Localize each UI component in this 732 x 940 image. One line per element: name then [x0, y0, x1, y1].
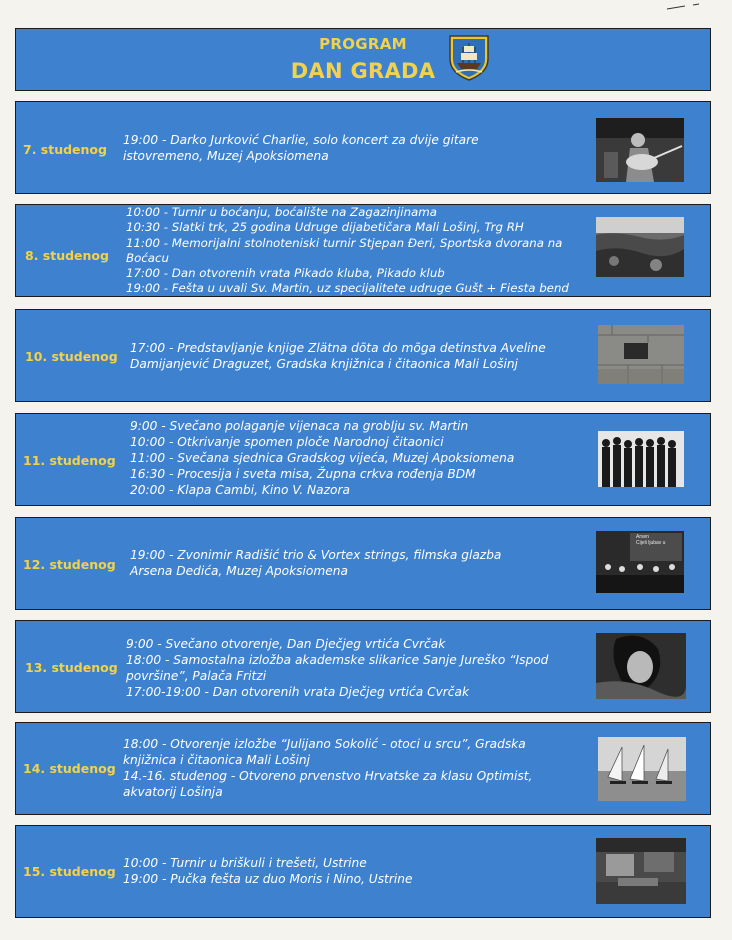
- day-events: [126, 205, 571, 297]
- event-line: 18:00 - Otvorenje izložbe “Julijano Sokolić - otoci u srcu”, Gradska knjižnica i čitaonica Mali Lošinj: [123, 737, 526, 767]
- day-panel-11-studenog: [15, 413, 711, 506]
- day-events: [123, 855, 543, 887]
- day-events: [130, 547, 530, 579]
- day-events: [130, 418, 570, 498]
- event-line: 19:00 - Fešta u uvali Sv. Martin, uz specijalitete udruge Gušt + Fiesta bend: [126, 281, 569, 296]
- event-line: 10:00 - Otkrivanje spomen ploče Narodnoj čitaonici: [130, 435, 444, 449]
- day-date: 11. studenog: [23, 453, 116, 468]
- event-line: 18:00 - Samostalna izložba akademske slikarice Sanje Jureško “Ispod površine”, Palača Fritzi: [126, 653, 549, 683]
- day-date: 12. studenog: [23, 557, 116, 572]
- klapa-singers-photo: [598, 431, 684, 487]
- day-events: [130, 340, 565, 372]
- event-line: 17:00 - Dan otvorenih vrata Pikado kluba, Pikado klub: [126, 266, 445, 281]
- event-line: 10:30 - Slatki trk, 25 godina Udruge dijabetičara Mali Lošinj, Trg RH: [126, 220, 524, 235]
- event-line: 17:00 - Predstavljanje knjige Zlätna dõta do mõga detinstva Aveline Damijanjević Draguzet, Gradska knjižnica i čitaonica Mali Lošinj: [130, 341, 546, 371]
- event-line: 9:00 - Svečano polaganje vijenaca na groblju sv. Martin: [130, 419, 469, 433]
- day-panel-13-studenog: [15, 620, 711, 713]
- interior-room-photo: [596, 838, 686, 904]
- underwater-portrait-photo: [596, 633, 686, 699]
- day-panel-14-studenog: [15, 722, 711, 815]
- event-line: 10:00 - Turnir u boćanju, boćalište na Zagazinjinama: [126, 205, 437, 219]
- town-crest-ship-icon: [447, 33, 491, 81]
- event-line: 19:00 - Pučka fešta uz duo Moris i Nino, Ustrine: [123, 872, 413, 886]
- day-date: 15. studenog: [23, 864, 116, 879]
- day-panel-12-studenog: [15, 517, 711, 610]
- event-line: 11:00 - Svečana sjednica Gradskog vijeća, Muzej Apoksiomena: [130, 451, 515, 465]
- day-panel-15-studenog: [15, 825, 711, 918]
- event-line: 16:30 - Procesija i sveta misa, Župna crkva rođenja BDM: [130, 467, 476, 481]
- guitarist-photo: [596, 118, 684, 182]
- day-events: [126, 636, 576, 700]
- page-title: DAN GRADA: [290, 59, 436, 83]
- event-line: 19:00 - Zvonimir Radišić trio & Vortex strings, filmska glazba Arsena Dedića, Muzej Apoksiomena: [130, 548, 502, 578]
- rocky-coast-photo: [596, 217, 684, 277]
- event-line: 17:00-19:00 - Dan otvorenih vrata Dječjeg vrtića Cvrčak: [126, 685, 470, 699]
- program-label: PROGRAM: [319, 35, 407, 53]
- event-line: 20:00 - Klapa Cambi, Kino V. Nazora: [130, 483, 350, 497]
- event-line: 14.-16. studenog - Otvoreno prvenstvo Hrvatske za klasu Optimist, akvatorij Lošinja: [123, 769, 533, 799]
- concert-stage-photo: [596, 531, 684, 593]
- event-line: 10:00 - Turnir u briškuli i trešeti, Ustrine: [123, 856, 367, 870]
- stone-wall-photo: [598, 325, 684, 384]
- decorative-scribble: [655, 0, 715, 16]
- day-date: 8. studenog: [25, 248, 109, 263]
- photo-caption: Arsen Cijeli ljubav u: [636, 534, 666, 546]
- program-header: [15, 28, 711, 91]
- day-events: [123, 736, 543, 800]
- day-date: 14. studenog: [23, 761, 116, 776]
- day-events: [123, 132, 523, 164]
- day-date: 10. studenog: [25, 349, 118, 364]
- day-panel-7-studenog: [15, 101, 711, 194]
- event-line: 11:00 - Memorijalni stolnoteniski turnir Stjepan Đeri, Sportska dvorana na Boćacu: [126, 235, 563, 265]
- day-panel-8-studenog: [15, 204, 711, 297]
- day-panel-10-studenog: [15, 309, 711, 402]
- day-date: 13. studenog: [25, 660, 118, 675]
- day-date: 7. studenog: [23, 142, 107, 157]
- sailboats-photo: [598, 737, 686, 801]
- event-line: 9:00 - Svečano otvorenje, Dan Dječjeg vrtića Cvrčak: [126, 637, 446, 651]
- event-line: 19:00 - Darko Jurković Charlie, solo koncert za dvije gitare istovremeno, Muzej Apoksiomena: [123, 133, 479, 163]
